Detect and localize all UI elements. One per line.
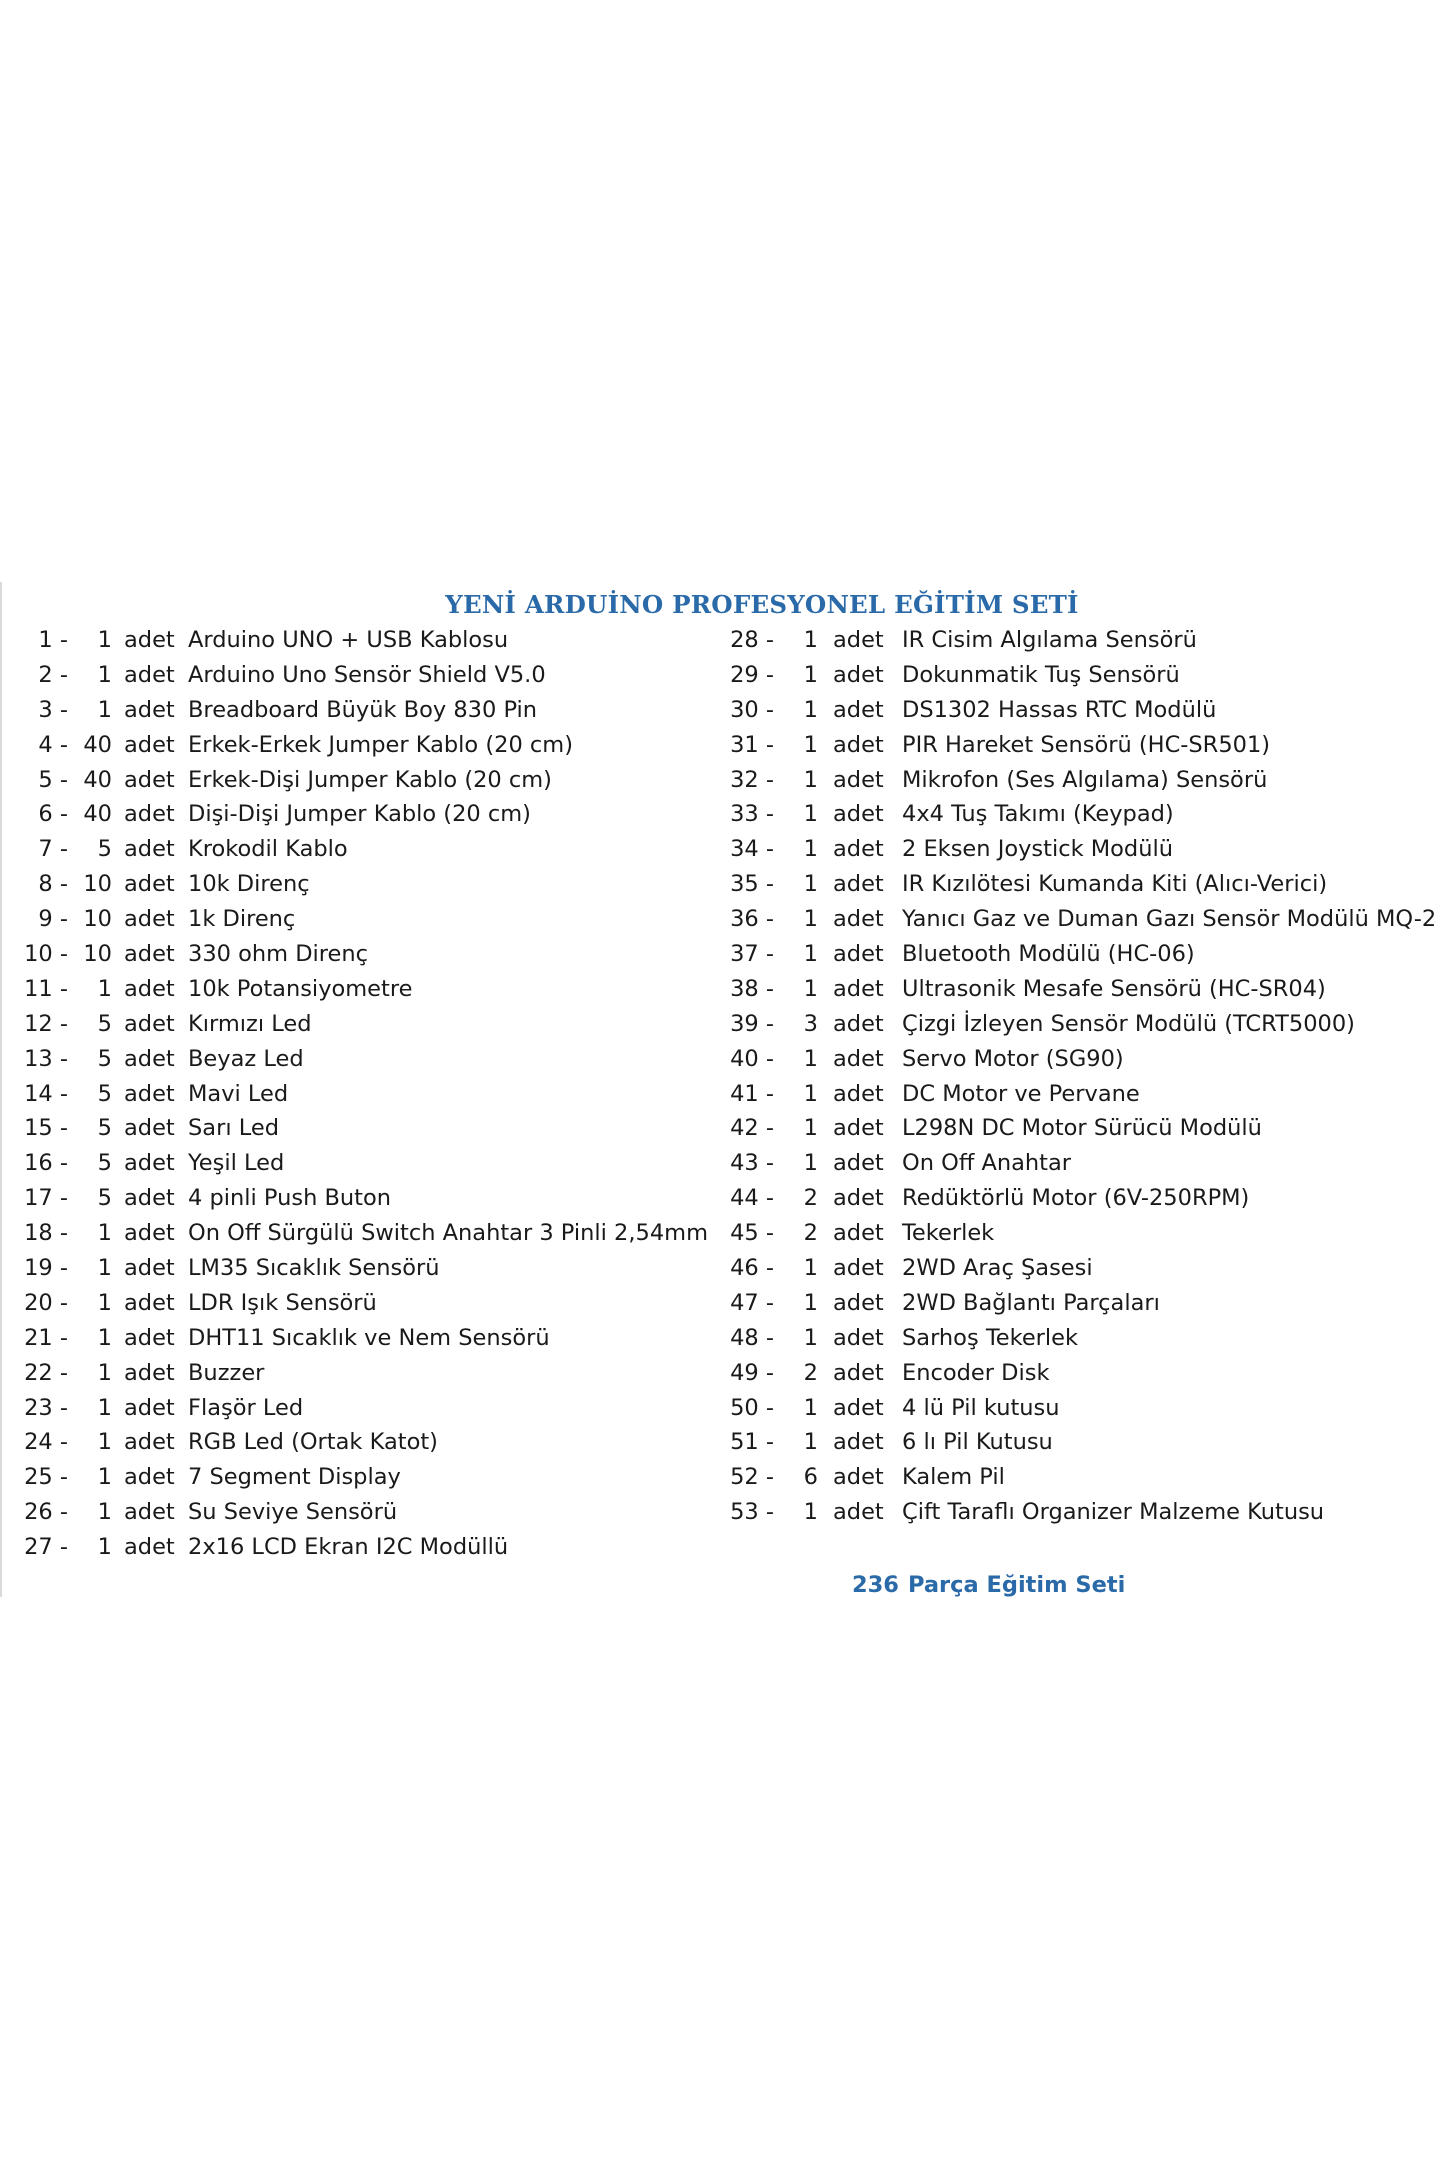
item-quantity: 1 (97, 1394, 112, 1421)
item-quantity: 1 (97, 1429, 112, 1456)
item-description: Su Seviye Sensörü (188, 1499, 398, 1526)
item-unit: adet (124, 1255, 175, 1282)
item-quantity: 1 (803, 871, 818, 898)
item-number: 46 - (730, 1255, 774, 1282)
item-description: PIR Hareket Sensörü (HC-SR501) (902, 731, 1271, 758)
item-quantity: 10 (83, 941, 112, 968)
item-description: DHT11 Sıcaklık ve Nem Sensörü (188, 1324, 550, 1351)
item-description: Erkek-Erkek Jumper Kablo (20 cm) (188, 731, 573, 758)
item-number: 25 - (24, 1464, 68, 1491)
item-quantity: 5 (97, 1185, 112, 1212)
item-quantity: 6 (803, 1464, 818, 1491)
item-description: 2WD Bağlantı Parçaları (902, 1289, 1160, 1316)
item-description: Sarhoş Tekerlek (902, 1324, 1079, 1351)
item-unit: adet (833, 1045, 884, 1072)
item-quantity: 1 (803, 1115, 818, 1142)
item-description: Mikrofon (Ses Algılama) Sensörü (902, 766, 1268, 793)
item-description: 4 lü Pil kutusu (902, 1394, 1060, 1421)
item-number: 43 - (730, 1150, 774, 1177)
item-number: 30 - (730, 696, 774, 723)
item-number: 41 - (730, 1080, 774, 1107)
item-unit: adet (124, 1499, 175, 1526)
item-number: 23 - (24, 1394, 68, 1421)
item-quantity: 1 (97, 1220, 112, 1247)
item-quantity: 40 (83, 766, 112, 793)
item-quantity: 1 (803, 696, 818, 723)
item-description: Bluetooth Modülü (HC-06) (902, 941, 1195, 968)
item-description: IR Kızılötesi Kumanda Kiti (Alıcı-Verici) (902, 871, 1328, 898)
item-description: LM35 Sıcaklık Sensörü (188, 1255, 440, 1282)
item-quantity: 40 (83, 731, 112, 758)
item-unit: adet (124, 1010, 175, 1037)
item-quantity: 1 (97, 696, 112, 723)
item-quantity: 1 (803, 627, 818, 653)
item-number: 2 - (38, 661, 68, 688)
item-quantity: 5 (97, 1080, 112, 1107)
item-quantity: 1 (97, 627, 112, 653)
item-quantity: 1 (97, 1534, 112, 1561)
item-quantity: 1 (97, 1464, 112, 1491)
total-parts-label: Parça Eğitim Seti (907, 1572, 1126, 1598)
item-unit: adet (833, 661, 884, 688)
item-description: Çizgi İzleyen Sensör Modülü (TCRT5000) (902, 1010, 1355, 1037)
item-quantity: 1 (97, 1289, 112, 1316)
item-number: 11 - (24, 975, 68, 1002)
item-unit: adet (833, 1394, 884, 1421)
item-quantity: 1 (803, 1255, 818, 1282)
item-unit: adet (124, 1045, 175, 1072)
item-unit: adet (833, 1220, 884, 1247)
item-unit: adet (124, 801, 175, 828)
item-number: 31 - (730, 731, 774, 758)
item-description: 2WD Araç Şasesi (902, 1255, 1093, 1282)
item-description: Breadboard Büyük Boy 830 Pin (188, 696, 538, 723)
item-quantity: 1 (97, 1499, 112, 1526)
item-unit: adet (833, 1010, 884, 1037)
item-number: 37 - (730, 941, 774, 968)
item-number: 42 - (730, 1115, 774, 1142)
item-quantity: 1 (97, 661, 112, 688)
item-number: 21 - (24, 1324, 68, 1351)
item-unit: adet (124, 1185, 175, 1212)
item-unit: adet (124, 1394, 175, 1421)
item-description: Dokunmatik Tuş Sensörü (902, 661, 1180, 688)
item-number: 9 - (38, 906, 68, 933)
item-quantity: 5 (97, 1045, 112, 1072)
item-quantity: 5 (97, 836, 112, 863)
item-unit: adet (833, 975, 884, 1002)
item-number: 12 - (24, 1010, 68, 1037)
item-number: 52 - (730, 1464, 774, 1491)
item-quantity: 1 (803, 1429, 818, 1456)
item-quantity: 1 (803, 1289, 818, 1316)
item-description: Kırmızı Led (188, 1010, 312, 1037)
item-unit: adet (833, 1429, 884, 1456)
item-description: Dişi-Dişi Jumper Kablo (20 cm) (188, 801, 531, 828)
item-quantity: 1 (803, 975, 818, 1002)
total-parts-count: 236 (852, 1572, 899, 1598)
item-quantity: 5 (97, 1150, 112, 1177)
item-description: Krokodil Kablo (188, 836, 348, 863)
item-description: 4 pinli Push Buton (188, 1185, 392, 1212)
item-unit: adet (124, 1115, 175, 1142)
item-description: Kalem Pil (902, 1464, 1005, 1491)
item-description: Arduino Uno Sensör Shield V5.0 (188, 661, 546, 688)
item-quantity: 1 (803, 906, 818, 933)
item-unit: adet (124, 766, 175, 793)
item-number: 17 - (24, 1185, 68, 1212)
item-unit: adet (833, 1359, 884, 1386)
item-quantity: 1 (803, 1324, 818, 1351)
item-description: Erkek-Dişi Jumper Kablo (20 cm) (188, 766, 552, 793)
item-number: 33 - (730, 801, 774, 828)
item-unit: adet (833, 1289, 884, 1316)
item-description: DC Motor ve Pervane (902, 1080, 1140, 1107)
item-description: LDR Işık Sensörü (188, 1289, 377, 1316)
item-number: 19 - (24, 1255, 68, 1282)
item-unit: adet (124, 1534, 175, 1561)
item-number: 48 - (730, 1324, 774, 1351)
total-parts-summary (852, 1568, 1125, 1603)
item-number: 53 - (730, 1499, 774, 1526)
item-number: 22 - (24, 1359, 68, 1386)
item-number: 14 - (24, 1080, 68, 1107)
item-quantity: 1 (803, 1499, 818, 1526)
item-number: 5 - (38, 766, 68, 793)
item-description: Redüktörlü Motor (6V-250RPM) (902, 1185, 1250, 1212)
item-number: 24 - (24, 1429, 68, 1456)
item-quantity: 1 (97, 975, 112, 1002)
item-description: Çift Taraflı Organizer Malzeme Kutusu (902, 1499, 1325, 1526)
item-quantity: 10 (83, 906, 112, 933)
item-number: 36 - (730, 906, 774, 933)
item-unit: adet (124, 941, 175, 968)
item-number: 10 - (24, 941, 68, 968)
item-quantity: 1 (803, 731, 818, 758)
item-unit: adet (833, 1080, 884, 1107)
item-number: 6 - (38, 801, 68, 828)
item-number: 20 - (24, 1289, 68, 1316)
item-quantity: 1 (803, 1045, 818, 1072)
item-quantity: 1 (803, 1150, 818, 1177)
item-number: 15 - (24, 1115, 68, 1142)
item-number: 7 - (38, 836, 68, 863)
item-description: Beyaz Led (188, 1045, 304, 1072)
item-quantity: 10 (83, 871, 112, 898)
item-unit: adet (124, 1150, 175, 1177)
item-description: Arduino UNO + USB Kablosu (188, 627, 509, 653)
item-unit: adet (124, 836, 175, 863)
item-unit: adet (124, 1080, 175, 1107)
item-unit: adet (833, 801, 884, 828)
item-quantity: 40 (83, 801, 112, 828)
item-description: Yanıcı Gaz ve Duman Gazı Sensör Modülü MQ-2 (902, 906, 1437, 933)
item-number: 13 - (24, 1045, 68, 1072)
item-description: Flaşör Led (188, 1394, 304, 1421)
item-unit: adet (833, 1499, 884, 1526)
parts-list-sheet (0, 582, 1440, 1597)
item-description: Yeşil Led (188, 1150, 285, 1177)
item-number: 51 - (730, 1429, 774, 1456)
item-unit: adet (124, 1220, 175, 1247)
item-number: 50 - (730, 1394, 774, 1421)
item-unit: adet (833, 1150, 884, 1177)
item-description: On Off Sürgülü Switch Anahtar 3 Pinli 2,54mm (188, 1220, 708, 1247)
item-quantity: 2 (803, 1185, 818, 1212)
item-unit: adet (124, 627, 175, 653)
item-number: 45 - (730, 1220, 774, 1247)
item-unit: adet (833, 1324, 884, 1351)
item-unit: adet (124, 1289, 175, 1316)
item-quantity: 2 (803, 1359, 818, 1386)
item-quantity: 1 (803, 1080, 818, 1107)
item-quantity: 3 (803, 1010, 818, 1037)
item-unit: adet (833, 1464, 884, 1491)
item-quantity: 1 (97, 1324, 112, 1351)
item-description: Ultrasonik Mesafe Sensörü (HC-SR04) (902, 975, 1326, 1002)
item-unit: adet (833, 731, 884, 758)
item-description: L298N DC Motor Sürücü Modülü (902, 1115, 1262, 1142)
item-unit: adet (833, 766, 884, 793)
item-number: 39 - (730, 1010, 774, 1037)
item-number: 28 - (730, 627, 774, 653)
item-description: Mavi Led (188, 1080, 289, 1107)
item-description: 4x4 Tuş Takımı (Keypad) (902, 801, 1174, 828)
item-description: 10k Direnç (188, 871, 310, 898)
item-number: 34 - (730, 836, 774, 863)
item-quantity: 1 (97, 1255, 112, 1282)
item-quantity: 1 (803, 941, 818, 968)
item-unit: adet (124, 906, 175, 933)
item-quantity: 5 (97, 1115, 112, 1142)
item-unit: adet (833, 836, 884, 863)
item-unit: adet (833, 941, 884, 968)
item-description: 2 Eksen Joystick Modülü (902, 836, 1173, 863)
item-description: 1k Direnç (188, 906, 296, 933)
item-number: 8 - (38, 871, 68, 898)
item-description: Buzzer (188, 1359, 265, 1386)
item-number: 29 - (730, 661, 774, 688)
item-quantity: 1 (803, 661, 818, 688)
item-unit: adet (124, 1464, 175, 1491)
item-quantity: 1 (97, 1359, 112, 1386)
item-number: 38 - (730, 975, 774, 1002)
item-number: 47 - (730, 1289, 774, 1316)
item-unit: adet (124, 661, 175, 688)
page-title: YENİ ARDUİNO PROFESYONEL EĞİTİM SETİ (445, 590, 1079, 619)
item-unit: adet (833, 696, 884, 723)
item-unit: adet (833, 871, 884, 898)
item-number: 27 - (24, 1534, 68, 1561)
item-unit: adet (124, 1359, 175, 1386)
item-description: 2x16 LCD Ekran I2C Modüllü (188, 1534, 509, 1561)
item-number: 26 - (24, 1499, 68, 1526)
item-description: RGB Led (Ortak Katot) (188, 1429, 438, 1456)
item-quantity: 1 (803, 836, 818, 863)
item-unit: adet (833, 906, 884, 933)
item-unit: adet (124, 1324, 175, 1351)
item-number: 40 - (730, 1045, 774, 1072)
item-number: 4 - (38, 731, 68, 758)
item-description: 330 ohm Direnç (188, 941, 368, 968)
item-number: 3 - (38, 696, 68, 723)
item-number: 49 - (730, 1359, 774, 1386)
item-unit: adet (124, 1429, 175, 1456)
item-description: 10k Potansiyometre (188, 975, 413, 1002)
item-quantity: 2 (803, 1220, 818, 1247)
item-number: 16 - (24, 1150, 68, 1177)
item-description: On Off Anahtar (902, 1150, 1072, 1177)
item-number: 44 - (730, 1185, 774, 1212)
item-description: Encoder Disk (902, 1359, 1050, 1386)
item-unit: adet (124, 696, 175, 723)
item-number: 35 - (730, 871, 774, 898)
item-quantity: 1 (803, 1394, 818, 1421)
item-quantity: 1 (803, 801, 818, 828)
item-unit: adet (124, 731, 175, 758)
item-quantity: 1 (803, 766, 818, 793)
item-unit: adet (833, 1185, 884, 1212)
item-description: IR Cisim Algılama Sensörü (902, 627, 1197, 653)
item-description: Servo Motor (SG90) (902, 1045, 1124, 1072)
item-description: 7 Segment Display (188, 1464, 401, 1491)
item-description: 6 lı Pil Kutusu (902, 1429, 1053, 1456)
item-unit: adet (124, 975, 175, 1002)
item-quantity: 5 (97, 1010, 112, 1037)
item-number: 1 - (38, 627, 68, 653)
item-description: Tekerlek (902, 1220, 995, 1247)
item-unit: adet (833, 1255, 884, 1282)
item-number: 32 - (730, 766, 774, 793)
item-unit: adet (833, 1115, 884, 1142)
item-unit: adet (833, 627, 884, 653)
item-description: DS1302 Hassas RTC Modülü (902, 696, 1217, 723)
item-unit: adet (124, 871, 175, 898)
item-description: Sarı Led (188, 1115, 279, 1142)
item-number: 18 - (24, 1220, 68, 1247)
